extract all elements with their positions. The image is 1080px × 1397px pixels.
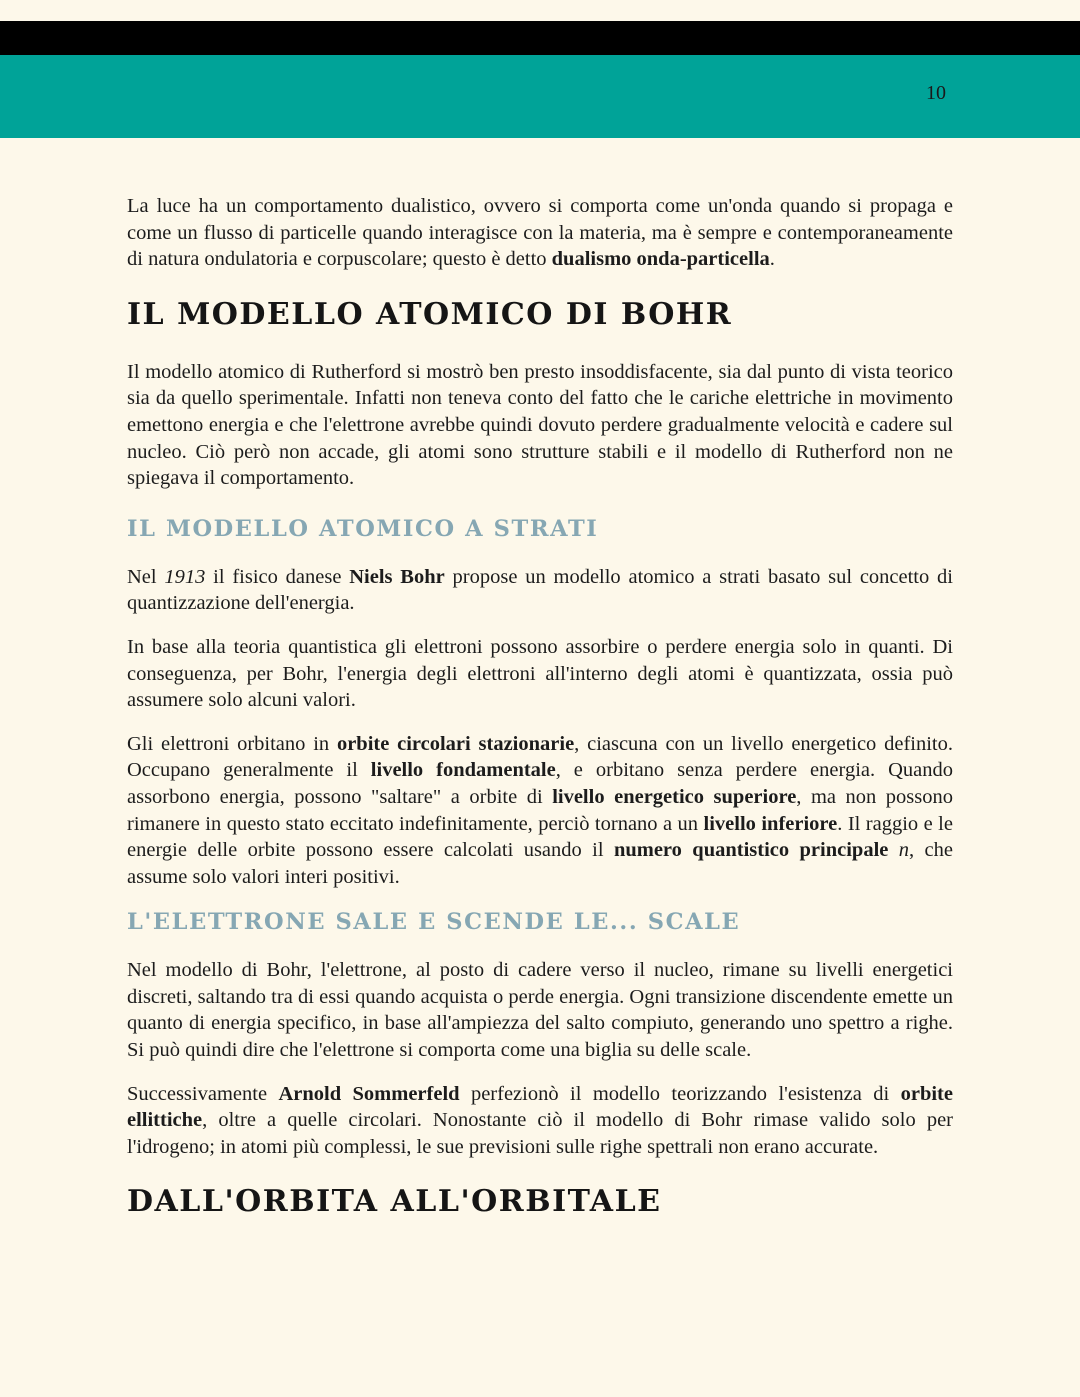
- strati-paragraph-1: [127, 564, 953, 617]
- strati-paragraph-3: [127, 731, 953, 891]
- text-run: , ciascuna con un livello energetico definito. Occupano generalmente il: [127, 732, 953, 782]
- header-band: [0, 55, 1080, 138]
- text-run: , ma non possono rimanere in questo stato eccitato indefinitamente, perciò tornano a un: [127, 785, 954, 835]
- bohr-paragraph: Il modello atomico di Rutherford si mostrò ben presto insoddisfacente, sia dal punto di vista teorico sia da quello sperimentale. Infatti non teneva conto del fatto che le cariche elettriche in movimento emettono energia e che l'elettrone avrebbe quindi dovuto perdere gradualmente velocità e cadere sul nucleo. Ciò però non accade, gli atomi sono strutture stabili e il modello di Rutherford non ne spiegava il comportamento.: [127, 360, 953, 490]
- bold-term: orbite ellittiche: [127, 1082, 953, 1132]
- scale-paragraph-2: [127, 1081, 953, 1161]
- top-black-bar: [0, 21, 1080, 55]
- text-run: , e orbitano senza perdere energia. Quando assorbono energia, possono "saltare" a orbite di: [127, 759, 953, 808]
- bold-term: livello energetico superiore: [552, 785, 797, 808]
- page-number: 10: [926, 82, 946, 104]
- bold-name-bohr: Niels Bohr: [349, 565, 445, 588]
- italic-symbol-n: n: [898, 839, 910, 862]
- intro-paragraph: [127, 193, 953, 273]
- strati-paragraph-2: In base alla teoria quantistica gli elettroni possono assorbire o perdere energia solo in quanti. Di conseguenza, per Bohr, l'energia degli elettroni all'interno degli atomi è quantizzata, ossia può assumere solo alcuni valori.: [127, 635, 953, 712]
- text-run: . Il raggio e le energie delle orbite possono essere calcolati usando il: [127, 812, 953, 862]
- bold-name-sommerfeld: Arnold Sommerfeld: [278, 1082, 460, 1105]
- intro-text: La luce ha un comportamento dualistico, ovvero si comporta come un'onda quando si propaga e come un flusso di particelle quando interagisce con la materia, ma è sempre e contemporaneamente di natura ondulatoria e corpuscolare; questo è detto: [127, 195, 953, 271]
- text-run: il fisico danese: [205, 565, 350, 588]
- text-run: propose un modello atomico a strati basato sul concetto di quantizzazione dell'energia.: [127, 565, 953, 615]
- text-run: , che assume solo valori interi positivi.: [127, 839, 953, 888]
- bold-term: numero quantistico principale: [613, 839, 889, 862]
- bold-term: livello inferiore: [703, 812, 838, 835]
- scale-paragraph-1: Nel modello di Bohr, l'elettrone, al posto di cadere verso il nucleo, rimane su livelli energetici discreti, saltando tra di essi quando acquista o perde energia. Ogni transizione discendente emette un quanto di energia specifico, in base all'ampiezza del salto compiuto, generando uno spettro a righe. Si può quindi dire che l'elettrone si comporta come una biglia su delle scale.: [127, 959, 953, 1062]
- page-content: [127, 193, 953, 1246]
- intro-bold-term: dualismo onda-particella: [551, 248, 770, 271]
- text-run: Nel: [127, 565, 165, 588]
- year-italic: 1913: [164, 565, 206, 588]
- bold-term: orbite circolari stazionarie: [336, 732, 575, 755]
- heading-orbit-to-orbital: DALL'ORBITA ALL'ORBITALE: [127, 1184, 662, 1220]
- text-run: Successivamente: [127, 1082, 279, 1105]
- bold-term: livello fondamentale: [370, 759, 556, 782]
- subheading-electron-stairs: L'ELETTRONE SALE E SCENDE LE... SCALE: [127, 909, 741, 936]
- heading-bohr-model: IL MODELLO ATOMICO DI BOHR: [127, 296, 733, 332]
- text-run: , oltre a quelle circolari. Nonostante ciò il modello di Bohr rimase valido solo per l'idrogeno; in atomi più complessi, le sue previsioni sulle righe spettrali non erano accurate.: [127, 1109, 953, 1158]
- text-run: perfezionò il modello teorizzando l'esistenza di: [459, 1082, 901, 1105]
- subheading-layered-model: IL MODELLO ATOMICO A STRATI: [127, 515, 599, 542]
- text-run: Gli elettroni orbitano in: [127, 732, 337, 755]
- intro-text-end: .: [769, 248, 775, 271]
- text-run: [888, 839, 898, 861]
